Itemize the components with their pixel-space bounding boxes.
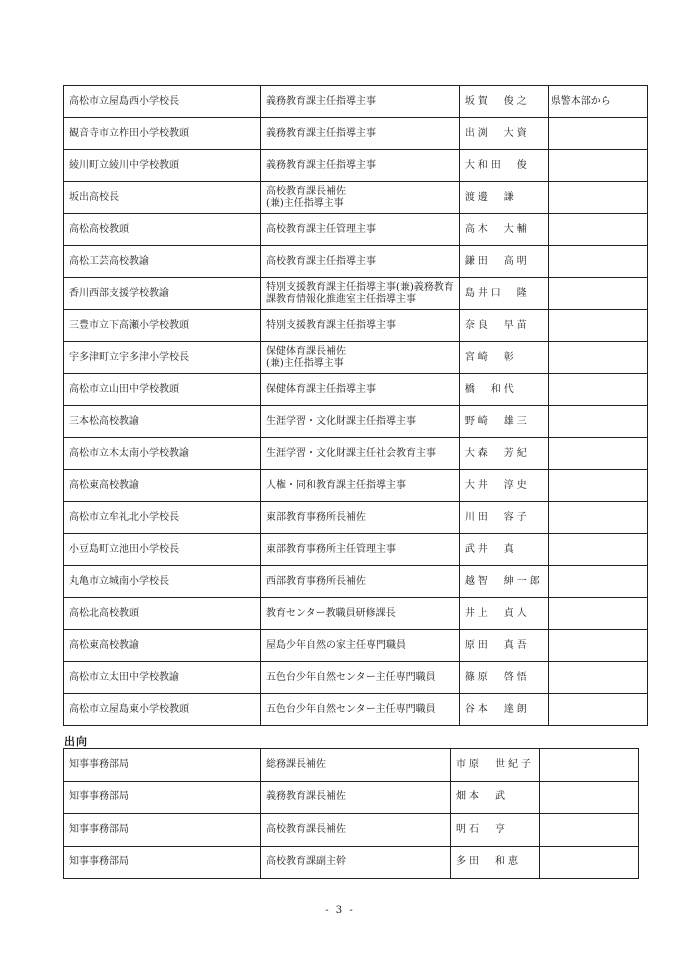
note-cell [548,630,647,662]
person-name-cell: 橋 和代 [459,374,548,406]
new-position-line: 義務教育課主任指導主事 [266,95,376,107]
new-position-line: 特別支援教育課主任指導主事(兼)義務教育 [266,281,454,293]
new-position-cell [261,470,460,502]
table-row [64,214,648,246]
table-row [64,246,648,278]
table-row [64,342,648,374]
new-position-line: 高校教育課長補佐 [266,823,346,835]
note-cell [548,534,647,566]
new-position-line: 西部教育事務所長補佐 [266,575,366,587]
note-cell [548,342,647,374]
person-name-cell: 奈良 早苗 [459,310,548,342]
previous-position-cell: 三本松高校教諭 [64,406,261,438]
previous-position-cell: 香川西部支援学校教諭 [64,278,261,310]
new-position-cell [261,534,460,566]
table-row [64,846,639,879]
note-cell [540,814,639,847]
section-heading-dispatch: 出向 [64,735,88,748]
person-name-cell: 宮崎 彰 [459,342,548,374]
new-position-line: 五色台少年自然センター主任専門職員 [266,671,436,683]
note-cell [548,406,647,438]
new-position-cell [261,694,460,726]
new-position-line: 高校教育課主任管理主事 [266,223,376,235]
table-row [64,502,648,534]
note-cell [548,438,647,470]
previous-position-cell: 高松市立牟礼北小学校長 [64,502,261,534]
note-cell [548,118,647,150]
person-name-cell: 渡邊 謙 [459,182,548,214]
note-cell [548,182,647,214]
note-cell [548,598,647,630]
new-position-line: 課教育情報化推進室主任指導主事 [266,293,416,305]
note-cell [548,502,647,534]
new-position-cell [261,598,460,630]
previous-position-cell: 高松市立屋島東小学校教頭 [64,694,261,726]
previous-position-cell: 高松東高校教諭 [64,630,261,662]
person-name-cell: 多田 和恵 [451,846,540,879]
new-position-line: 高校教育課長補佐 [266,185,346,197]
new-position-line: 総務課長補佐 [266,758,326,770]
previous-position-cell: 坂出高校長 [64,182,261,214]
note-cell [548,246,647,278]
person-name-cell: 川田 容子 [459,502,548,534]
table-row [64,86,648,118]
previous-position-cell: 丸亀市立城南小学校長 [64,566,261,598]
table-row [64,278,648,310]
table-row [64,694,648,726]
previous-position-cell: 知事事務部局 [64,814,261,847]
previous-position-cell: 高松市立屋島西小学校長 [64,86,261,118]
new-position-cell [261,342,460,374]
person-name-cell: 越智 紳一郎 [459,566,548,598]
person-name-cell: 高木 大輔 [459,214,548,246]
table-row [64,566,648,598]
new-position-line: 義務教育課主任指導主事 [266,127,376,139]
table-row [64,814,639,847]
person-name-cell: 鎌田 高明 [459,246,548,278]
note-cell: 県警本部から [548,86,647,118]
person-name-cell: 市原 世紀子 [451,749,540,782]
note-cell [540,781,639,814]
new-position-line: 特別支援教育課主任指導主事 [266,319,396,331]
person-name-cell: 畑本 武 [451,781,540,814]
table-row [64,150,648,182]
previous-position-cell: 高松東高校教諭 [64,470,261,502]
new-position-line: (兼)主任指導主事 [266,197,344,209]
previous-position-cell: 高松市立木太南小学校教諭 [64,438,261,470]
new-position-cell [261,814,451,847]
new-position-line: 生涯学習・文化財課主任社会教育主事 [266,447,436,459]
new-position-cell [261,118,460,150]
table-row [64,781,639,814]
table-row [64,438,648,470]
note-cell [548,662,647,694]
previous-position-cell: 観音寺市立柞田小学校教頭 [64,118,261,150]
previous-position-cell: 高松市立山田中学校教頭 [64,374,261,406]
person-name-cell: 原田 真吾 [459,630,548,662]
new-position-cell [261,781,451,814]
note-cell [540,846,639,879]
note-cell [548,374,647,406]
note-cell [548,310,647,342]
table-row [64,534,648,566]
previous-position-cell: 高松市立太田中学校教諭 [64,662,261,694]
table-row [64,662,648,694]
note-cell [548,470,647,502]
new-position-cell [261,749,451,782]
new-position-line: (兼)主任指導主事 [266,357,344,369]
new-position-cell [261,846,451,879]
new-position-cell [261,662,460,694]
table-row [64,118,648,150]
new-position-cell [261,374,460,406]
previous-position-cell: 高松工芸高校教諭 [64,246,261,278]
previous-position-cell: 知事事務部局 [64,846,261,879]
new-position-cell [261,182,460,214]
new-position-cell [261,278,460,310]
new-position-cell [261,566,460,598]
new-position-line: 教育センター教職員研修課長 [266,607,396,619]
person-name-cell: 島井口 隆 [459,278,548,310]
table-row [64,470,648,502]
table-row [64,630,648,662]
new-position-cell [261,310,460,342]
new-position-line: 保健体育課長補佐 [266,345,346,357]
previous-position-cell: 知事事務部局 [64,781,261,814]
new-position-line: 高校教育課主任指導主事 [266,255,376,267]
note-cell [548,566,647,598]
table-row [64,749,639,782]
person-name-cell: 谷本 達朗 [459,694,548,726]
new-position-line: 東部教育事務所主任管理主事 [266,543,396,555]
previous-position-cell: 高松北高校教頭 [64,598,261,630]
new-position-line: 人権・同和教育課主任指導主事 [266,479,406,491]
new-position-cell [261,502,460,534]
table-row [64,406,648,438]
note-cell [548,694,647,726]
dispatch-table-body [64,749,639,879]
personnel-table [63,85,648,726]
new-position-line: 生涯学習・文化財課主任指導主事 [266,415,416,427]
previous-position-cell: 三豊市立下高瀬小学校教頭 [64,310,261,342]
new-position-line: 東部教育事務所長補佐 [266,511,366,523]
note-cell [548,278,647,310]
person-name-cell: 武井 真 [459,534,548,566]
previous-position-cell: 高松高校教頭 [64,214,261,246]
person-name-cell: 明石 亨 [451,814,540,847]
page-number: - 3 - [325,905,355,916]
previous-position-cell: 知事事務部局 [64,749,261,782]
person-name-cell: 坂賀 俊之 [459,86,548,118]
previous-position-cell: 綾川町立綾川中学校教頭 [64,150,261,182]
new-position-line: 屋島少年自然の家主任専門職員 [266,639,406,651]
note-cell [548,214,647,246]
previous-position-cell: 小豆島町立池田小学校長 [64,534,261,566]
new-position-line: 高校教育課副主幹 [266,856,346,868]
person-name-cell: 出渕 大資 [459,118,548,150]
previous-position-cell: 宇多津町立宇多津小学校長 [64,342,261,374]
personnel-table-body [64,86,648,726]
note-cell [548,150,647,182]
new-position-cell [261,406,460,438]
new-position-cell [261,246,460,278]
table-row [64,598,648,630]
new-position-cell [261,630,460,662]
person-name-cell: 大和田 俊 [459,150,548,182]
new-position-line: 保健体育課主任指導主事 [266,383,376,395]
person-name-cell: 大森 芳紀 [459,438,548,470]
new-position-line: 義務教育課主任指導主事 [266,159,376,171]
person-name-cell: 篠原 啓悟 [459,662,548,694]
table-row [64,374,648,406]
person-name-cell: 井上 貞人 [459,598,548,630]
person-name-cell: 大井 淳史 [459,470,548,502]
new-position-line: 五色台少年自然センター主任専門職員 [266,703,436,715]
new-position-cell [261,438,460,470]
note-cell [540,749,639,782]
dispatch-table [63,748,639,879]
new-position-cell [261,150,460,182]
table-row [64,310,648,342]
new-position-line: 義務教育課長補佐 [266,791,346,803]
person-name-cell: 野崎 雄三 [459,406,548,438]
new-position-cell [261,214,460,246]
new-position-cell [261,86,460,118]
table-row [64,182,648,214]
